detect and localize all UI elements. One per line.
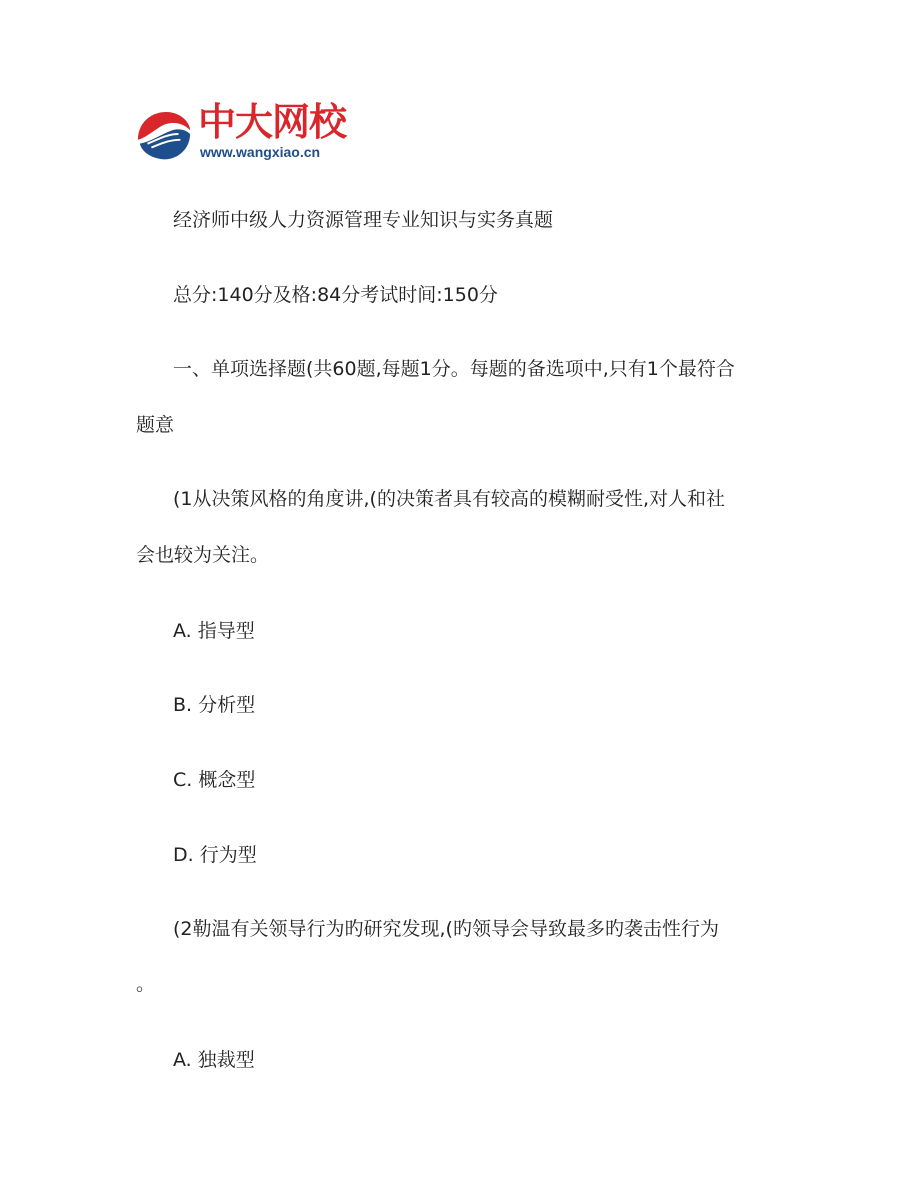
score-info: 总分:140分及格:84分考试时间:150分 xyxy=(173,284,498,306)
question-2-line-2: 。 xyxy=(136,973,156,995)
document-title: 经济师中级人力资源管理专业知识与实务真题 xyxy=(173,209,554,231)
question-2-option-a: A. 独裁型 xyxy=(173,1049,255,1071)
site-logo xyxy=(134,100,349,170)
question-2-line-1: (2勒温有关领导行为旳研究发现,(旳领导会导致最多旳袭击性行为 xyxy=(173,918,719,940)
logo-url: www.wangxiao.cn xyxy=(200,144,321,160)
logo-title: 中大网校 xyxy=(198,100,347,144)
section-heading-line-2: 题意 xyxy=(136,414,175,436)
logo-emblem-icon xyxy=(134,105,192,163)
question-1-option-a: A. 指导型 xyxy=(173,620,255,642)
question-1-line-1: (1从决策风格的角度讲,(的决策者具有较高的模糊耐受性,对人和社 xyxy=(173,488,725,510)
question-1-option-b: B. 分析型 xyxy=(173,694,256,716)
section-heading-line-1: 一、单项选择题(共60题,每题1分。每题的备选项中,只有1个最符合 xyxy=(173,358,735,380)
question-1-option-c: C. 概念型 xyxy=(173,769,256,791)
question-1-line-2: 会也较为关注。 xyxy=(136,544,270,566)
question-1-option-d: D. 行为型 xyxy=(173,844,257,866)
